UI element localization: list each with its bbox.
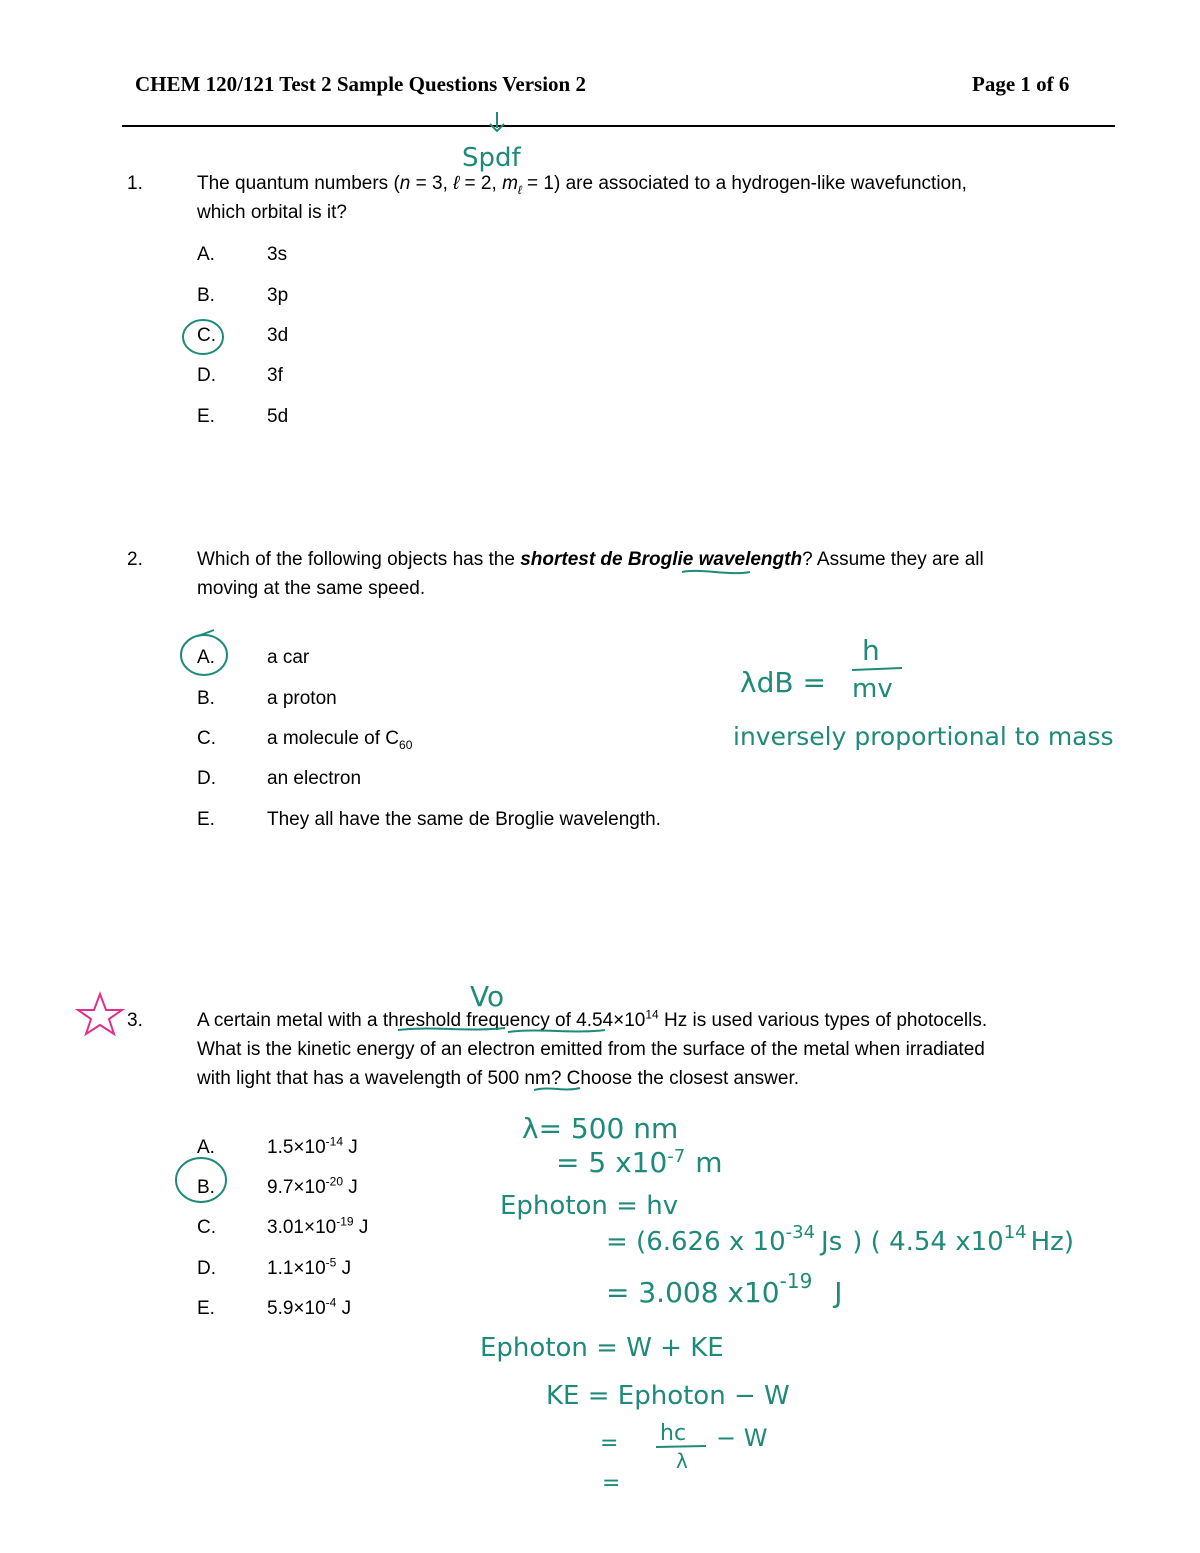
- hw-calc-line: = (6.626 x $10^{-34}$ Js ) ( 4.54 $x10^{14}$ Hz): [606, 1222, 1074, 1257]
- q1-option-c-letter: C.: [197, 325, 216, 346]
- q3-option-c-letter: C.: [197, 1217, 216, 1238]
- hw-lambda-500: λ= 500 nm: [522, 1112, 679, 1145]
- question-1-number: 1.: [127, 173, 143, 194]
- answer-circle-q1: [183, 320, 223, 354]
- hw-ke-eq: KE = Ephoton − W: [546, 1381, 790, 1411]
- hw-5e-7: = 5 $x10^{-7}$ m: [556, 1146, 723, 1179]
- q2-option-a-text: a car: [267, 647, 310, 668]
- q3-option-b-text: $9.7\times 10^{-20}$ J: [267, 1174, 358, 1198]
- underline-500nm: [534, 1088, 580, 1090]
- q2-option-c-letter: C.: [197, 728, 216, 749]
- q1-option-c-text: 3d: [267, 325, 289, 346]
- underline-threshold: [398, 1028, 505, 1030]
- hw-spdf: Spdf: [462, 143, 521, 173]
- q2-option-b-letter: B.: [197, 688, 215, 709]
- hw-eq-sign-1: =: [600, 1431, 619, 1456]
- question-3-number: 3.: [127, 1010, 143, 1031]
- q3-option-d-text: $1.1\times 10^{-5}$ J: [267, 1255, 352, 1279]
- answer-circle-q2: [181, 635, 227, 675]
- q2-option-b-text: a proton: [267, 688, 337, 709]
- q1-option-d-letter: D.: [197, 365, 216, 386]
- question-3-line-2: What is the kinetic energy of an electron emitted from the surface of the metal when irradiated: [197, 1039, 985, 1060]
- q2-option-c-text: a molecule of $C_{60}$: [267, 728, 413, 752]
- question-3-line-3: with light that has a wavelength of 500 nm? Choose the closest answer.: [197, 1068, 800, 1089]
- q1-option-b-text: 3p: [267, 285, 289, 306]
- underline-frequency: [508, 1030, 605, 1032]
- question-2-line-1: Which of the following objects has the shortest de Broglie wavelength? Assume they are all: [197, 549, 984, 570]
- question-1-line-1: The quantum numbers (n = 3, ℓ = 2, $m_\ell = 1$) are associated to a hydrogen-like wavefunction,: [197, 173, 967, 197]
- page-number: Page 1 of 6: [972, 72, 1070, 96]
- q3-option-a-text: $1.5\times 10^{-14}$ J: [267, 1134, 358, 1158]
- answer-circle-q3: [176, 1158, 226, 1202]
- q3-option-b-letter: B.: [197, 1177, 215, 1198]
- q1-option-d-text: 3f: [267, 365, 283, 386]
- q3-option-d-letter: D.: [197, 1258, 216, 1279]
- q3-option-c-text: $3.01\times 10^{-19}$ J: [267, 1214, 369, 1238]
- q2-option-e-letter: E.: [197, 809, 215, 830]
- hw-ephoton-hv: Ephoton = hv: [500, 1191, 679, 1221]
- hw-hc: hc: [660, 1421, 687, 1446]
- hw-minus-w: − W: [716, 1424, 768, 1452]
- hw-fraction-bar-1: [852, 668, 902, 670]
- question-3-line-1: A certain metal with a threshold frequency of $4.54\times 10^{14}$ Hz is used various types of photocells.: [197, 1007, 988, 1031]
- q3-option-a-letter: A.: [197, 1137, 215, 1158]
- star-icon: [78, 994, 122, 1034]
- hw-fraction-bar-2: [656, 1446, 706, 1447]
- q1-option-e-text: 5d: [267, 406, 289, 427]
- question-1-line-2: which orbital is it?: [197, 202, 347, 223]
- q2-option-a-letter: A.: [197, 647, 215, 668]
- document-title: CHEM 120/121 Test 2 Sample Questions Version 2: [135, 72, 586, 96]
- underline-de-broglie: [682, 571, 750, 573]
- q1-option-b-letter: B.: [197, 285, 215, 306]
- hw-ephoton-w-ke: Ephoton = W + KE: [480, 1333, 724, 1363]
- arrow-down-icon: [490, 112, 504, 131]
- question-2-number: 2.: [127, 549, 143, 570]
- question-2-line-2: moving at the same speed.: [197, 578, 426, 599]
- q1-option-e-letter: E.: [197, 406, 215, 427]
- q2-option-e-text: They all have the same de Broglie wavelength.: [267, 809, 661, 830]
- hw-h: h: [862, 634, 880, 667]
- q2-option-d-letter: D.: [197, 768, 216, 789]
- hw-nu0: Vo: [470, 980, 505, 1013]
- hw-eq-sign-2: =: [602, 1471, 621, 1496]
- hw-mv: mv: [852, 674, 893, 704]
- hw-lambda-den: λ: [676, 1449, 688, 1473]
- q1-option-a-text: 3s: [267, 244, 288, 265]
- hw-3008e-19: = 3.008 $x10^{-19}$ J: [606, 1269, 843, 1309]
- q1-option-a-letter: A.: [197, 244, 215, 265]
- q2-option-d-text: an electron: [267, 768, 362, 789]
- q3-option-e-letter: E.: [197, 1298, 215, 1319]
- hw-lambda-db: λdB =: [740, 666, 826, 699]
- hw-inversely-proportional: inversely proportional to mass: [733, 722, 1114, 751]
- q3-option-e-text: $5.9\times 10^{-4}$ J: [267, 1295, 352, 1319]
